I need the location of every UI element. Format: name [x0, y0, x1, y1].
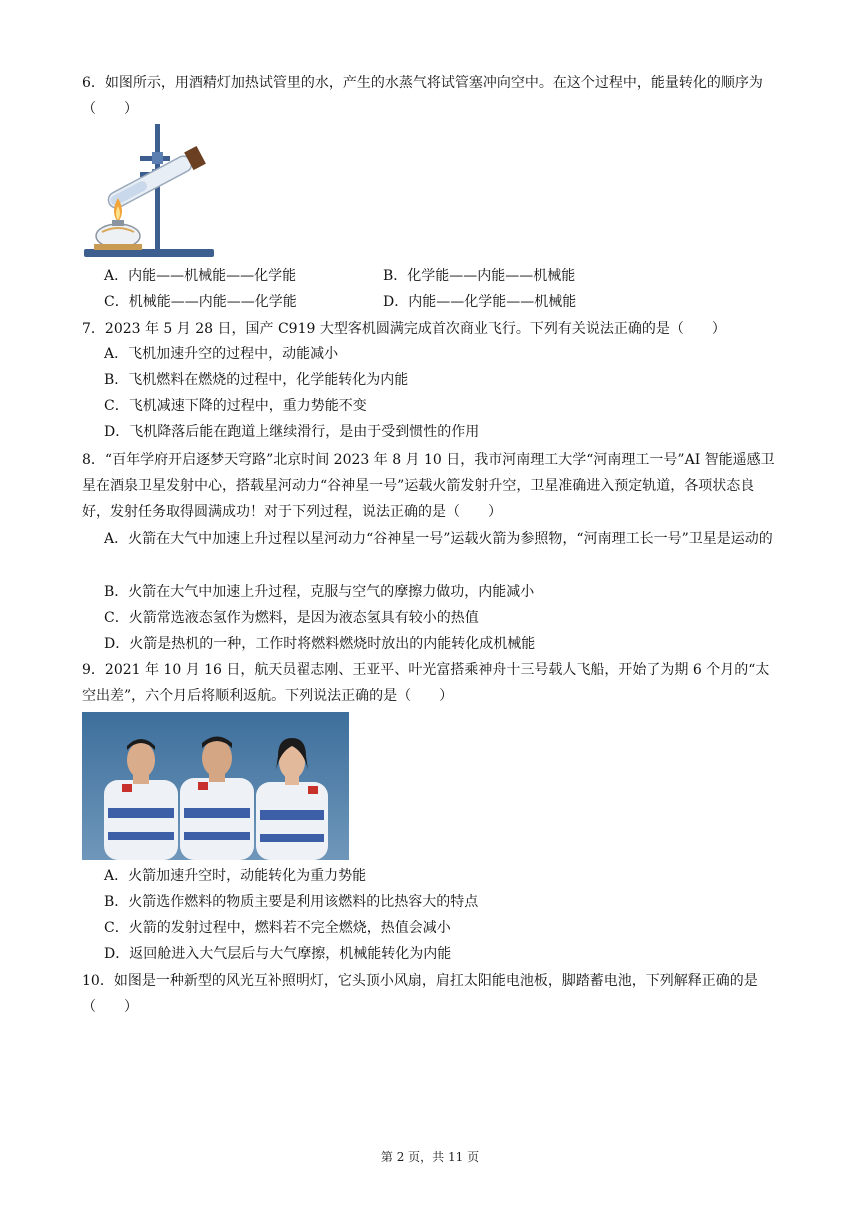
question-7-stem: 7．2023 年 5 月 28 日，国产 C919 大型客机圆满完成首次商业飞行。下列有关说法正确的是（ ）: [82, 321, 726, 337]
question-9-option-b: B．火箭选作燃料的物质主要是利用该燃料的比热容大的特点: [104, 894, 479, 910]
question-8-stem: 8．“百年学府开启逐梦天穹路”北京时间 2023 年 8 月 10 日，我市河南理工大学“河南理工一号”AI 智能遥感卫星在酒泉卫星发射中心，搭载星河动力“谷神星一号”运载火箭发射升空，卫星准确进入预定轨道，各项状态良好，发射任务取得圆满成功！对于下列过程，说法正确的是（ ）: [82, 452, 775, 520]
question-6-option-c: C．机械能——内能——化学能: [104, 294, 297, 310]
question-8-option-a: A．火箭在大气中加速上升过程以星河动力“谷神星一号”运载火箭为参照物，“河南理工长一号”卫星是运动的: [104, 531, 773, 547]
question-7-option-b: B．飞机燃料在燃烧的过程中，化学能转化为内能: [104, 372, 409, 388]
question-7-option-d: D．飞机降落后能在跑道上继续滑行，是由于受到惯性的作用: [104, 424, 480, 440]
alcohol-lamp-test-tube-figure: [80, 120, 220, 262]
question-9-stem: 9．2021 年 10 月 16 日，航天员翟志刚、王亚平、叶光富搭乘神舟十三号载人飞船，开始了为期 6 个月的“太空出差”，六个月后将顺利返航。下列说法正确的是（ ）: [82, 662, 770, 704]
question-6-option-a: A．内能——机械能——化学能: [104, 268, 297, 284]
question-8-option-b: B．火箭在大气中加速上升过程，克服与空气的摩擦力做功，内能减小: [104, 584, 535, 600]
three-astronauts-photo: [82, 712, 349, 860]
question-9-option-c: C．火箭的发射过程中，燃料若不完全燃烧，热值会减小: [104, 920, 451, 936]
question-9-option-d: D．返回舱进入大气层后与大气摩擦，机械能转化为内能: [104, 946, 452, 962]
question-10-stem: 10．如图是一种新型的风光互补照明灯，它头顶小风扇，肩扛太阳能电池板，脚踏蓄电池，下列解释正确的是（ ）: [82, 973, 758, 1015]
question-6-option-b: B．化学能——内能——机械能: [383, 268, 576, 284]
question-8-option-d: D．火箭是热机的一种，工作时将燃料燃烧时放出的内能转化成机械能: [104, 636, 536, 652]
question-7-option-a: A．飞机加速升空的过程中，动能减小: [104, 346, 339, 362]
question-6-stem: 6．如图所示，用酒精灯加热试管里的水，产生的水蒸气将试管塞冲向空中。在这个过程中，能量转化的顺序为（ ）: [82, 75, 763, 117]
question-7-option-c: C．飞机减速下降的过程中，重力势能不变: [104, 398, 367, 414]
question-8-option-c: C．火箭常选液态氢作为燃料，是因为液态氢具有较小的热值: [104, 610, 479, 626]
question-6-option-d: D．内能——化学能——机械能: [383, 294, 577, 310]
page-footer: 第 2 页，共 11 页: [380, 1150, 480, 1164]
question-9-option-a: A．火箭加速升空时，动能转化为重力势能: [104, 868, 367, 884]
